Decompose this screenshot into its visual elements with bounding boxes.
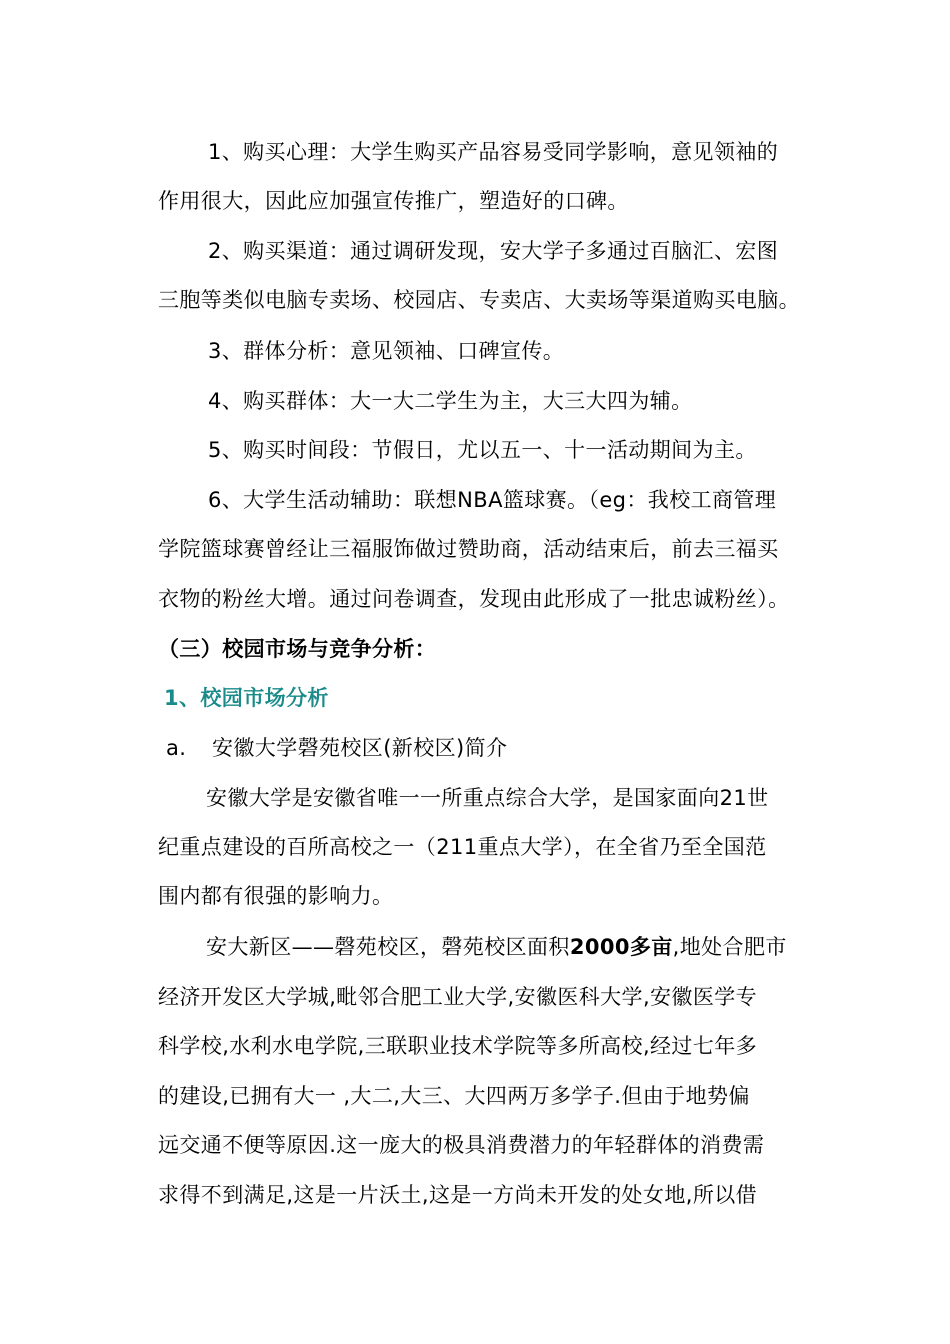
section-heading-campus-market: （三）校园市场与竞争分析： [158,637,437,661]
new-campus-area: 2000多亩 [569,935,673,959]
paragraph-student-activity-line-2: 学院篮球赛曾经让三福服饰做过赞助商，活动结束后，前去三福买 [158,537,779,561]
paragraph-new-campus-line-4: 的建设,已拥有大一 ,大二,大三、大四两万多学子.但由于地势偏 [158,1084,750,1108]
paragraph-group-analysis: 3、群体分析：意见领袖、口碑宣传。 [208,339,565,363]
paragraph-new-campus-line-5: 远交通不便等原因.这一庞大的极具消费潜力的年轻群体的消费需 [158,1133,765,1157]
paragraph-student-activity-line-1: 6、大学生活动辅助：联想NBA篮球赛。（eg：我校工商管理 [208,488,777,512]
paragraph-purchase-channel-line-2: 三胞等类似电脑专卖场、校园店、专卖店、大卖场等渠道购买电脑。 [158,288,800,312]
list-item-campus-intro-title: 安徽大学磬苑校区(新校区)简介 [212,736,508,760]
paragraph-purchase-psychology-line-2: 作用很大，因此应加强宣传推广，塑造好的口碑。 [158,189,629,213]
paragraph-purchase-time: 5、购买时间段：节假日，尤以五一、十一活动期间为主。 [208,438,757,462]
new-campus-text-end: ,地处合肥市 [672,935,787,959]
paragraph-university-intro-line-1: 安徽大学是安徽省唯一一所重点综合大学，是国家面向21世 [206,786,769,810]
paragraph-new-campus-line-1 [206,935,787,959]
paragraph-purchase-group: 4、购买群体：大一大二学生为主，大三大四为辅。 [208,389,693,413]
new-campus-text-start: 安大新区——磬苑校区，磬苑校区面积 [206,935,570,959]
paragraph-student-activity-line-3: 衣物的粉丝大增。通过问卷调查，发现由此形成了一批忠诚粉丝）。 [158,587,790,611]
paragraph-purchase-psychology-line-1: 1、购买心理：大学生购买产品容易受同学影响，意见领袖的 [208,140,779,164]
paragraph-purchase-channel-line-1: 2、购买渠道：通过调研发现，安大学子多通过百脑汇、宏图 [208,239,779,263]
paragraph-university-intro-line-3: 围内都有很强的影响力。 [158,884,394,908]
paragraph-new-campus-line-2: 经济开发区大学城,毗邻合肥工业大学,安徽医科大学,安徽医学专 [158,985,758,1009]
subsection-heading-campus-market-analysis: 1、校园市场分析 [164,686,329,710]
paragraph-new-campus-line-3: 科学校,水利水电学院,三联职业技术学院等多所高校,经过七年多 [158,1034,758,1058]
paragraph-university-intro-line-2: 纪重点建设的百所高校之一（211重点大学），在全省乃至全国范 [158,835,767,859]
list-marker-a: a. [166,736,187,760]
paragraph-new-campus-line-6: 求得不到满足,这是一片沃土,这是一方尚未开发的处女地,所以借 [158,1183,758,1207]
